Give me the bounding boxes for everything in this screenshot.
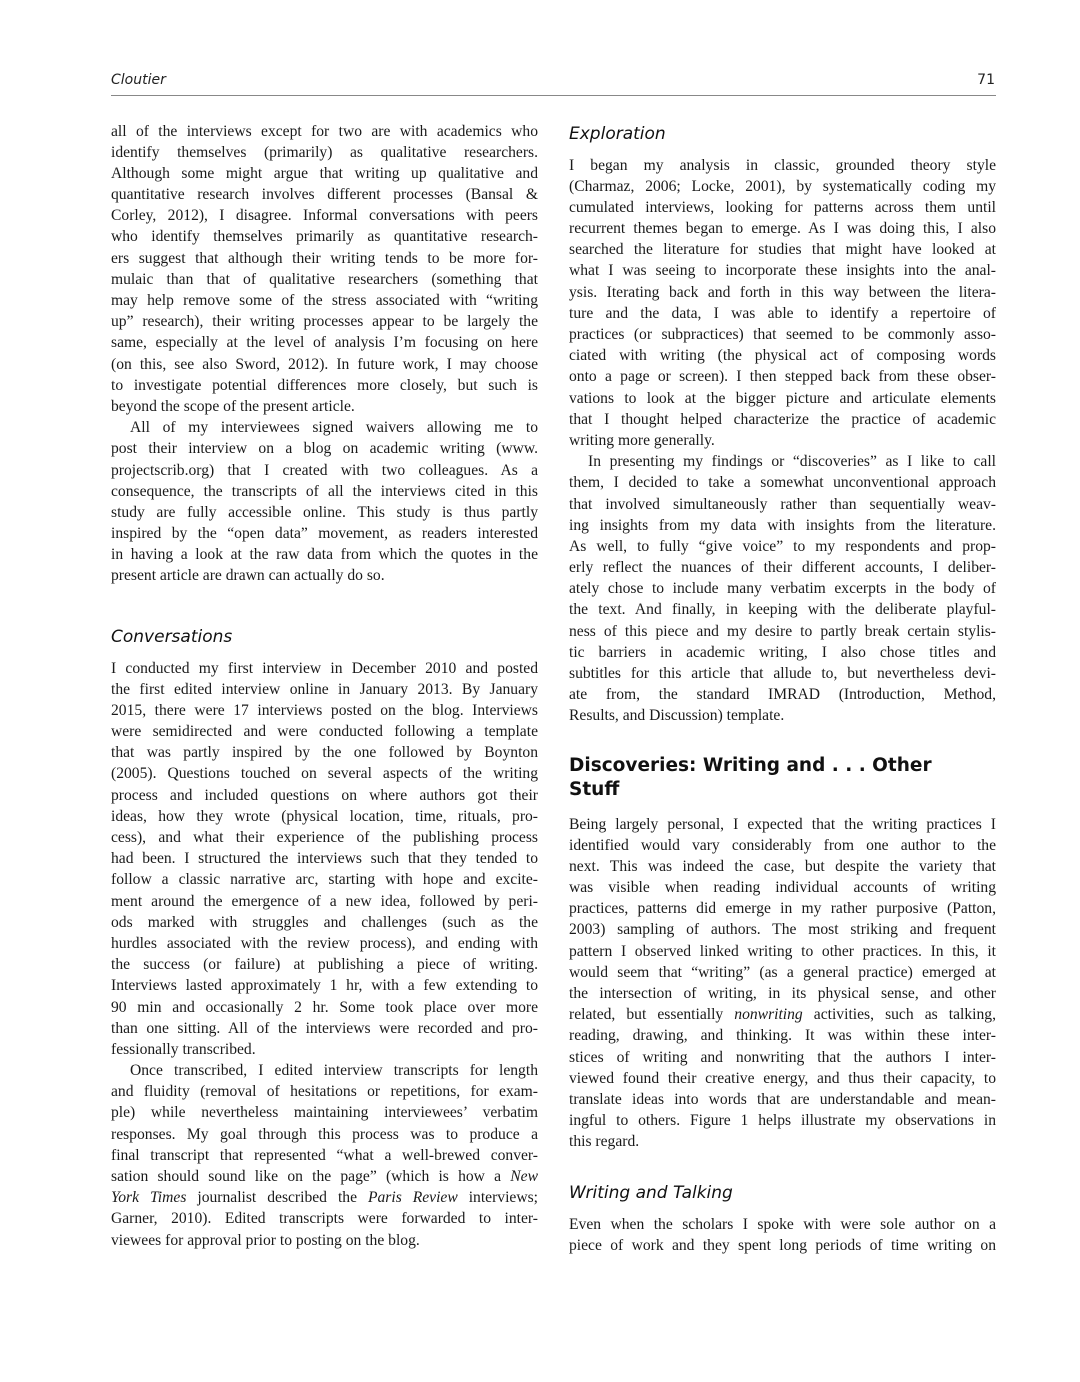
text-line: writing more generally. — [569, 431, 715, 449]
text-line: inspired by the “open data” movement, as readers interested — [111, 525, 538, 543]
text-line: that I thought helped characterize the practice of academic — [569, 410, 996, 428]
text-line: ysis. Iterating back and forth in this way between the litera- — [569, 283, 996, 301]
italic-text: nonwriting — [734, 1006, 803, 1024]
heading-writing-and-talking: Writing and Talking — [569, 1183, 733, 1203]
text-line: next. This was indeed the case, but despite the variety that — [569, 857, 996, 875]
heading-conversations: Conversations — [111, 627, 233, 647]
italic-text: York Times — [111, 1189, 187, 1207]
text-line: 2015, there were 17 interviews posted on the blog. Interviews — [111, 701, 538, 719]
text-line: I began my analysis in classic, grounded theory style — [569, 156, 996, 174]
text-line: Corley, 2012), I disagree. Informal conversations with peers — [111, 207, 538, 225]
text-line: stices of writing and nonwriting that the authors I inter- — [569, 1048, 996, 1066]
heading-discoveries — [569, 754, 996, 802]
text-line: the success (or failure) at publishing a piece of writing. — [111, 956, 538, 974]
text-line: in having a look at the raw data from which the quotes in the — [111, 546, 538, 564]
text-line: hurdles associated with the review process), and ending with — [111, 934, 538, 952]
text-line: same, especially at the level of analysis I’m focusing on here — [111, 334, 538, 352]
text-line: recurrent themes began to emerge. As I was doing this, I also — [569, 220, 996, 238]
text-line: Results, and Discussion) template. — [569, 707, 785, 725]
right-body-exploration — [569, 157, 996, 729]
text-line: (2005). Questions touched on several aspects of the writing — [111, 765, 538, 783]
text-line: the text. And finally, in keeping with the deliberate playful- — [569, 601, 996, 619]
text-line: present article are drawn can actually do so. — [111, 567, 385, 585]
text-line: ingful to others. Figure 1 helps illustrate my observations in — [569, 1112, 996, 1130]
text-line: them, I decided to take a somewhat unconventional approach — [569, 474, 996, 492]
text-line: that was partly inspired by the one followed by Boynton — [111, 744, 538, 762]
text-line: may help remove some of the stress associated with “writing — [111, 292, 538, 309]
text-line: (Charmaz, 2006; Locke, 2001), by systematically coding my — [569, 177, 996, 195]
text-line: cess), and what their experience of the publishing process — [111, 829, 538, 846]
text-line: would seem that “writing” (as a general practice) emerged at — [569, 963, 996, 981]
heading-line: Stuff — [569, 779, 620, 800]
text-line: identified would vary considerably from one author to the — [569, 836, 996, 854]
text-line: follow a classic narrative arc, starting with hope and excite- — [111, 871, 538, 889]
text-line: and fluidity (removal of hesitations or repetitions, for exam- — [111, 1083, 538, 1101]
text-line: ods marked with struggles and challenges (such as the — [111, 913, 538, 931]
text-line — [569, 1006, 996, 1027]
text-line: ately chose to include many verbatim excerpts in the body of — [569, 580, 996, 598]
text-line: consequence, the transcripts of all the interviews cited in this — [111, 482, 538, 500]
text-line: viewees for approval prior to posting on the blog. — [111, 1231, 420, 1249]
text-line: ment around the emergence of a new idea, followed by peri- — [111, 892, 538, 910]
text-line: Interviews lasted approximately 1 hr, with a few extending to — [111, 977, 538, 995]
text-span: related, but essentially — [569, 1006, 735, 1024]
text-line: projectscrib.org) that I created with two colleagues. As a — [111, 461, 538, 479]
left-body-conversations — [111, 660, 538, 1253]
text-span: activities, such as talking, — [802, 1006, 996, 1024]
text-line: was visible when reading individual accounts of writing — [569, 879, 996, 897]
text-line: process and included questions on where authors got their — [111, 786, 538, 804]
text-line: ate from, the standard IMRAD (Introduction, Method, — [569, 686, 996, 704]
text-line: up” research), their writing processes appear to be largely the — [111, 313, 538, 331]
text-line: that involved simultaneously rather than sequentially weav- — [569, 495, 996, 513]
header-rule — [111, 95, 996, 96]
text-line: ing insights from my data with insights from the literature. — [569, 516, 996, 534]
text-line: post their interview on a blog on academic writing (www. — [111, 440, 538, 458]
text-line: ness of this piece and my desire to partly break certain stylis- — [569, 622, 996, 640]
italic-text: New — [510, 1168, 538, 1185]
text-line: I conducted my first interview in December 2010 and posted — [111, 659, 538, 677]
text-line: final transcript that represented “what a well-brewed conver- — [111, 1146, 538, 1164]
text-line: reading, drawing, and thinking. It was within these inter- — [569, 1027, 996, 1045]
text-line: ple) while nevertheless maintaining interviewees’ verbatim — [111, 1104, 538, 1122]
text-line: onto a page or screen). I then stepped back from these obser- — [569, 368, 996, 386]
text-line: mulaic than that of qualitative researchers (something that — [111, 270, 538, 288]
text-line: practices (or subpractices) that seemed to be commonly asso- — [569, 326, 996, 343]
text-line: what I was seeing to incorporate these insights into the anal- — [569, 262, 996, 280]
text-line: ers suggest that although their writing tends to be more for- — [111, 249, 538, 267]
text-line: 2003) sampling of authors. The most striking and frequent — [569, 921, 996, 939]
text-line: Being largely personal, I expected that the writing practices I — [569, 815, 996, 833]
heading-exploration: Exploration — [569, 124, 666, 144]
text-line: ideas, how they wrote (physical location, time, rituals, pro- — [111, 807, 538, 825]
text-line: the intersection of writing, in its physical sense, and other — [569, 985, 996, 1002]
text-line: piece of work and they spent long periods of time writing on — [569, 1236, 996, 1254]
text-line: viewed found their creative energy, and thus their capacity, to — [569, 1069, 996, 1087]
text-line: who identify themselves primarily as quantitative research- — [111, 228, 538, 246]
running-head-author: Cloutier — [111, 72, 166, 88]
text-line: quantitative research involves different processes (Bansal & — [111, 186, 538, 204]
text-line: beyond the scope of the present article. — [111, 397, 355, 415]
text-line: searched the literature for studies that might have looked at — [569, 241, 996, 259]
heading-line: Discoveries: Writing and . . . Other — [569, 755, 932, 776]
text-line: responses. My goal through this process was to produce a — [111, 1125, 538, 1143]
text-line: Garner, 2010). Edited transcripts were forwarded to inter- — [111, 1210, 538, 1228]
text-line: than one sitting. All of the interviews were recorded and pro- — [111, 1019, 538, 1037]
text-line: tic barriers in academic writing, I also chose titles and — [569, 643, 996, 661]
text-span: sation should sound like on the page” (which is how a — [111, 1168, 511, 1185]
text-line: had been. I structured the interviews such that they tended to — [111, 850, 538, 868]
text-line: erly reflect the nuances of their different accounts, I deliber- — [569, 559, 996, 577]
text-line: this regard. — [569, 1133, 640, 1151]
text-line — [111, 1168, 538, 1189]
text-line: fessionally transcribed. — [111, 1040, 256, 1058]
text-line: Although some might argue that writing up qualitative and — [111, 164, 538, 182]
text-line: were semidirected and were conducted following a template — [111, 723, 538, 741]
text-line: As well, to fully “give voice” to my respondents and prop- — [569, 537, 996, 555]
text-line: pattern I observed linked writing to other practices. In this, it — [569, 942, 996, 960]
text-line: ciated with writing (the physical act of composing words — [569, 347, 996, 365]
text-line: to investigate potential differences more closely, but such is — [111, 376, 538, 394]
text-line: study are fully accessible online. This study is thus partly — [111, 503, 538, 521]
page-number: 71 — [977, 72, 995, 88]
text-line — [111, 1189, 538, 1210]
text-span: journalist described the — [186, 1189, 368, 1207]
text-line: Once transcribed, I edited interview transcripts for length — [130, 1062, 538, 1080]
text-line: subtitles for this article that allude to, but nevertheless devi- — [569, 665, 996, 682]
left-body-intro — [111, 123, 538, 589]
italic-text: Paris Review — [367, 1189, 458, 1207]
text-line: cumulated interviews, looking for patterns across them until — [569, 198, 996, 216]
text-span: interviews; — [457, 1189, 538, 1207]
text-line: ture and the data, I was able to identify a repertoire of — [569, 304, 996, 322]
right-body-writing-talking — [569, 1216, 996, 1258]
text-line: (on this, see also Sword, 2012). In future work, I may choose — [111, 355, 538, 373]
text-line: 90 min and occasionally 2 hr. Some took place over more — [111, 998, 538, 1016]
text-line: all of the interviews except for two are with academics who — [111, 122, 538, 140]
text-line: All of my interviewees signed waivers allowing me to — [130, 419, 538, 437]
text-line: Even when the scholars I spoke with were sole author on a — [569, 1215, 996, 1233]
right-body-discoveries — [569, 816, 996, 1155]
text-line: translate ideas into words that are understandable and mean- — [569, 1090, 996, 1108]
text-line: In presenting my findings or “discoveries” as I like to call — [588, 453, 996, 471]
text-line: identify themselves (primarily) as qualitative researchers. — [111, 143, 538, 161]
text-line: vations to look at the bigger picture and articulate elements — [569, 389, 996, 407]
text-line: practices, patterns did emerge in my rather purposive (Patton, — [569, 900, 996, 918]
text-line: the first edited interview online in January 2013. By January — [111, 680, 538, 698]
